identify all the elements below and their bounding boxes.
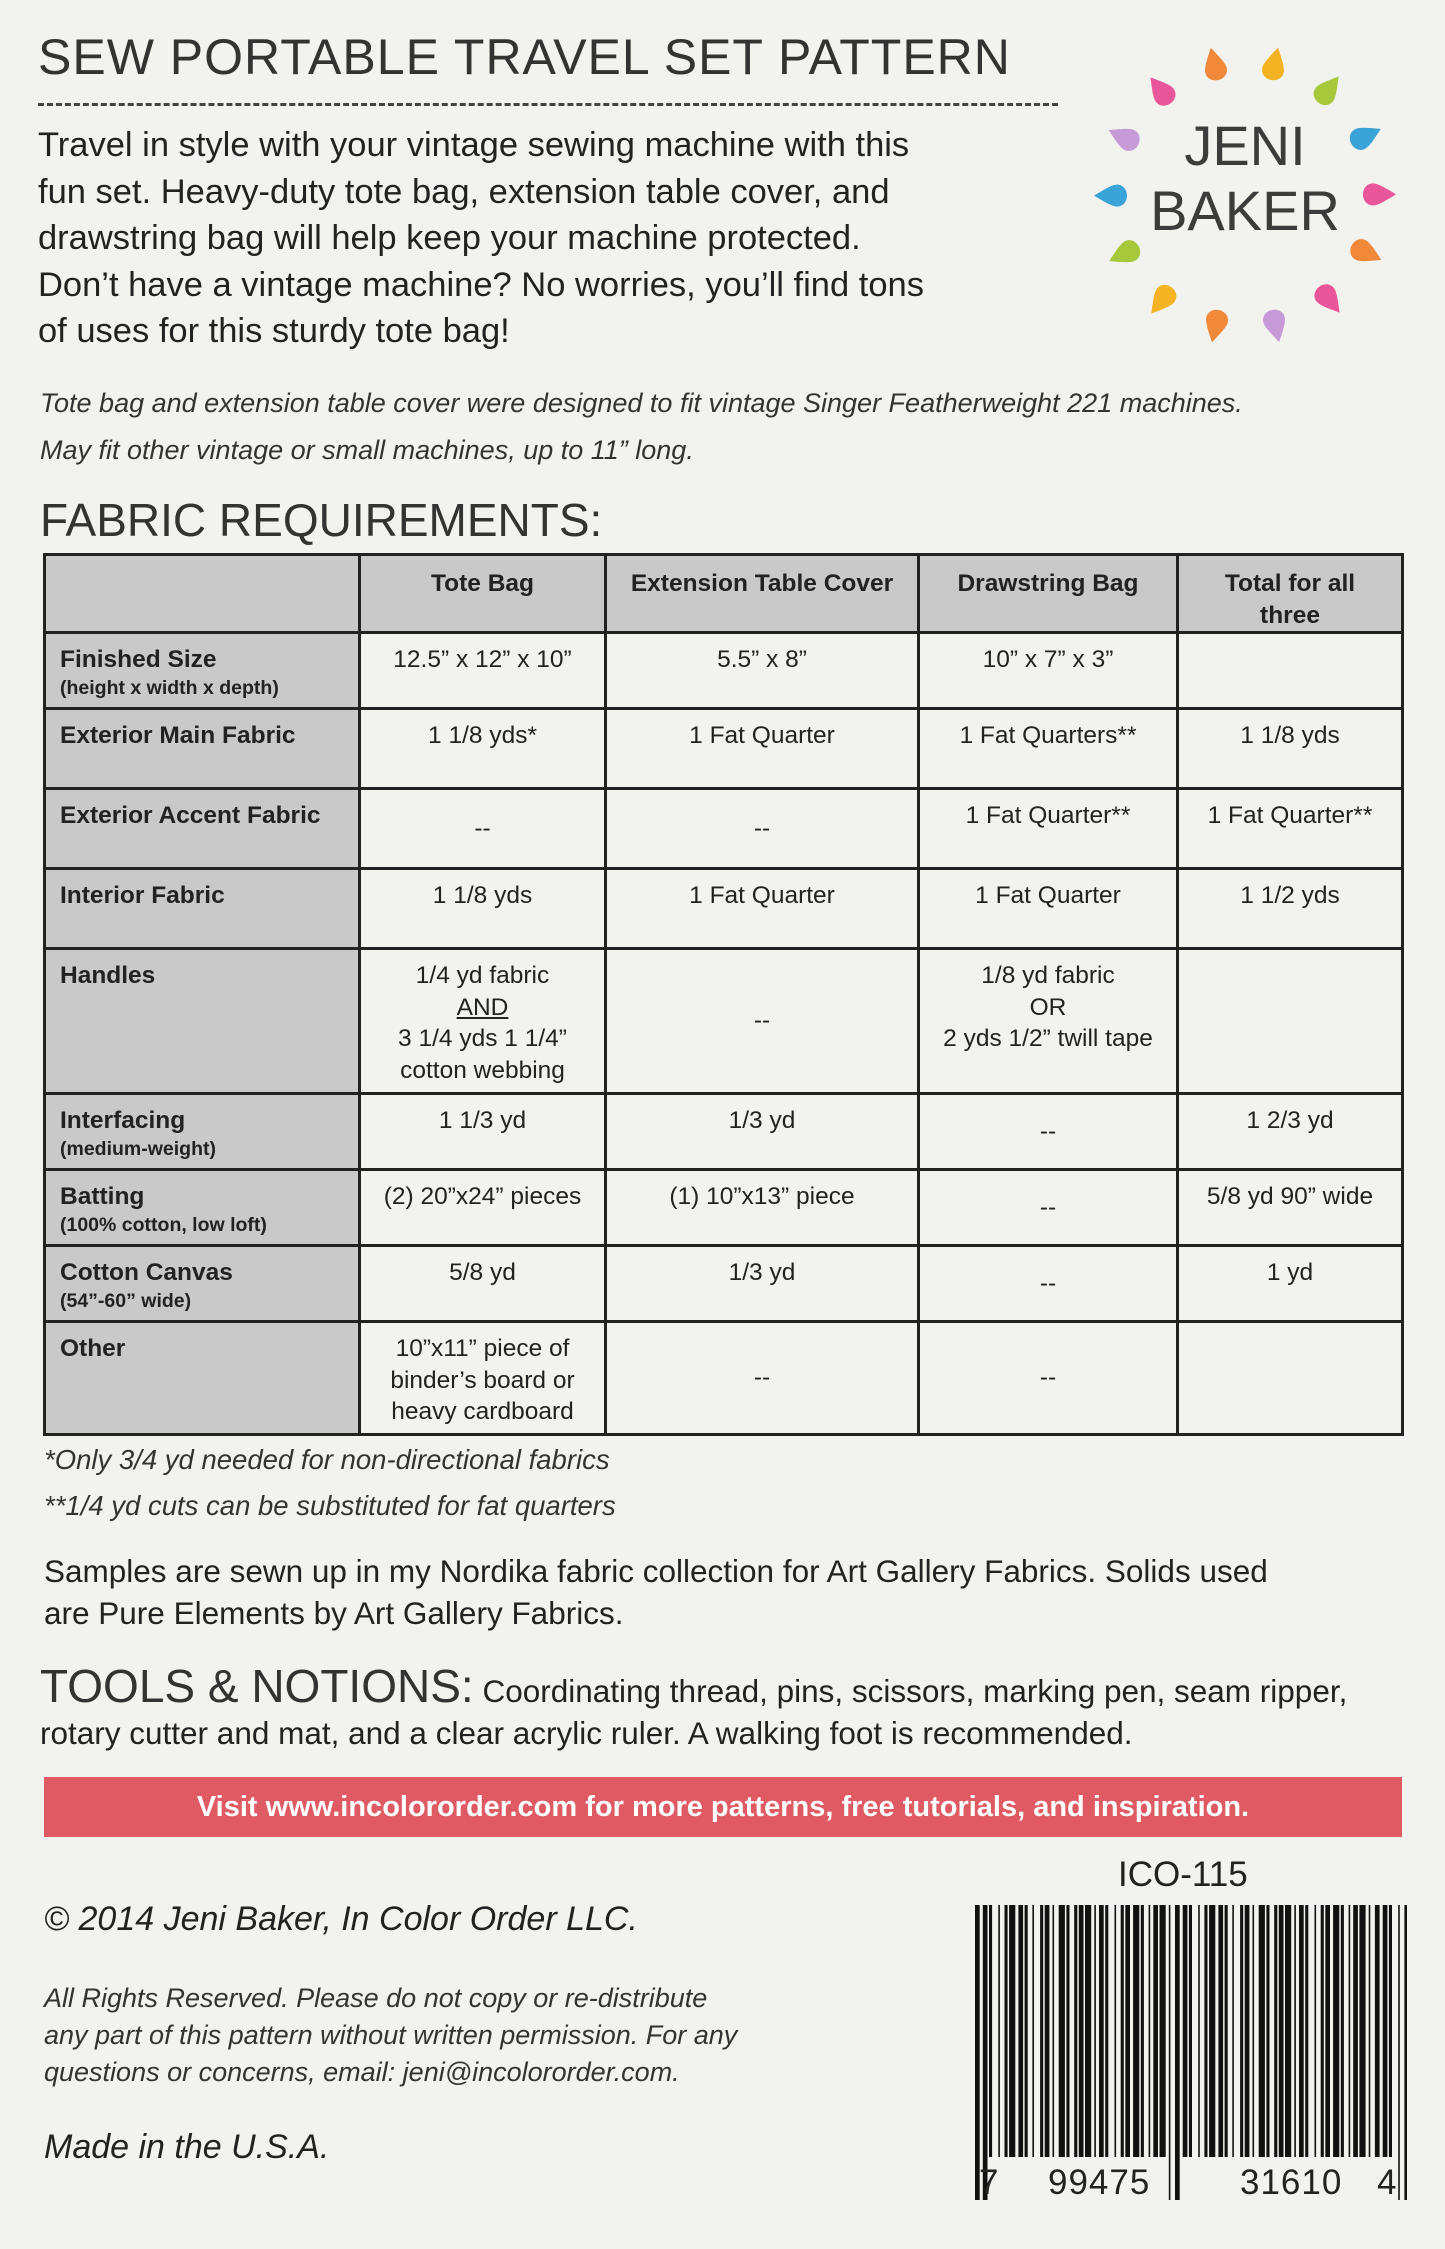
row-label-cell [45,1322,360,1435]
barcode-bar [1245,1905,1250,2157]
barcode-bar [1149,1905,1151,2157]
table-cell [360,949,606,1094]
cell-line: 5/8 yd [449,1259,516,1286]
row-label-cell [45,949,360,1094]
column-header: Extension Table Cover [606,555,919,633]
cell-line: 10”x11” piece of [395,1335,570,1362]
table-cell [1178,1094,1403,1170]
table-cell [1178,869,1403,949]
table-cell [606,1246,919,1322]
fit-note-line: May fit other vintage or small machines, up to 11” long. [40,435,694,465]
barcode-bar [1299,1905,1304,2157]
table-cell [360,1170,606,1246]
barcode-bar [1153,1905,1158,2157]
barcode-bar [1175,1905,1180,2200]
table-cell [606,789,919,869]
table-corner-cell [45,555,360,633]
table-cell [360,789,606,869]
intro-line: fun set. Heavy-duty tote bag, extension table cover, and [38,172,890,211]
barcode-digit: 7 [979,2163,999,2202]
cell-line: OR [1029,993,1067,1021]
barcode-bar [1333,1905,1339,2157]
made-in: Made in the U.S.A. [44,2128,330,2166]
row-label-cell [45,1246,360,1322]
barcode-bar [1259,1905,1265,2157]
barcode-bar [1045,1905,1050,2157]
fit-note [40,380,1420,474]
barcode-bar [1141,1905,1144,2157]
barcode-bar [1349,1905,1351,2157]
logo-line-2: BAKER [1150,179,1340,242]
column-header: Total for all three [1178,555,1403,633]
cell-line: 2 yds 1/2” twill tape [943,1025,1153,1052]
barcode-digit: 4 [1377,2163,1397,2202]
rights-line: any part of this pattern without written permission. For any [44,2020,738,2050]
cell-line: 3 1/4 yds 1 1/4” [398,1025,567,1052]
cell-line: -- [753,1007,771,1035]
table-header-row [45,555,1403,633]
raindrop-icon [1310,70,1348,110]
barcode-bar [1099,1905,1104,2157]
table-cell [919,869,1178,949]
samples-line: are Pure Elements by Art Gallery Fabrics. [44,1595,624,1631]
barcode-bar [1274,1905,1277,2157]
intro-line: of uses for this sturdy tote bag! [38,312,510,350]
cell-line: 1 Fat Quarter [975,882,1121,909]
table-cell [919,1322,1178,1435]
barcode-bar [1053,1905,1055,2157]
raindrop-icon [1142,70,1180,110]
cell-line: heavy cardboard [391,1398,574,1425]
cell-line: -- [753,1364,771,1392]
barcode-bar [1218,1905,1223,2157]
table-row [45,1170,1403,1246]
barcode-bar [1404,1905,1407,2200]
barcode [975,1905,1407,2210]
table-cell [606,1322,919,1435]
table-cell [606,949,919,1094]
tools-paragraph [40,1660,1425,1754]
table-cell [1178,789,1403,869]
cell-line: 1 Fat Quarter [689,882,835,909]
table-cell [1178,1322,1403,1435]
barcode-bar [1169,1905,1171,2200]
jeni-baker-logo [1085,30,1405,350]
row-label-cell [45,1094,360,1170]
page-title: SEW PORTABLE TRAVEL SET PATTERN [38,29,1011,85]
logo-line-1: JENI [1184,114,1306,177]
footnote: *Only 3/4 yd needed for non-directional fabrics [44,1444,610,1475]
table-cell [919,789,1178,869]
barcode-bar [1225,1905,1228,2157]
barcode-bar [1353,1905,1358,2157]
row-label-cell [45,709,360,789]
barcode-bar [1321,1905,1324,2157]
cell-line: cotton webbing [400,1056,565,1084]
raindrop-icon [1347,236,1386,270]
footnote: **1/4 yd cuts can be substituted for fat quarters [44,1490,616,1521]
row-label: Exterior Main Fabric [60,722,296,749]
barcode-bar [1183,1905,1188,2157]
row-sublabel: (height x width x depth) [60,676,279,699]
table-cell [919,1246,1178,1322]
cell-line: 1 1/8 yds [1240,722,1340,749]
raindrop-icon [1200,45,1229,82]
barcode-bar [1018,1905,1023,2157]
row-label: Cotton Canvas [60,1259,233,1286]
cell-line: 1 Fat Quarters** [959,722,1137,749]
sku-label: ICO-115 [1118,1855,1248,1894]
raindrop-icon [1261,307,1290,344]
barcode-bar [1266,1905,1269,2157]
barcode-bar [1359,1905,1365,2157]
rights-line: All Rights Reserved. Please do not copy or re-distribute [44,1983,708,2013]
barcode-bar [1315,1905,1317,2157]
row-label: Finished Size [60,646,217,673]
table-cell [1178,633,1403,709]
cell-line: -- [1039,1117,1057,1145]
table-cell [606,1094,919,1170]
barcode-bar [1066,1905,1069,2157]
intro-line: drawstring bag will help keep your machine protected. [38,219,861,257]
barcode-bar [1115,1905,1117,2157]
row-label: Interfacing [60,1107,186,1134]
intro-paragraph [38,122,1058,355]
table-row [45,949,1403,1094]
cell-line: 1/4 yd fabric [415,962,550,989]
table-cell [360,633,606,709]
row-sublabel: (54”-60” wide) [60,1289,192,1312]
cell-line: 1 1/2 yds [1240,882,1340,909]
table-row [45,1246,1403,1322]
rights-line: questions or concerns, email: jeni@incolororder.com. [44,2057,680,2087]
barcode-bar [1325,1905,1330,2157]
cell-line: -- [753,814,771,842]
table-row [45,709,1403,789]
barcode-bar [1253,1905,1255,2157]
barcode-bar [1204,1905,1207,2157]
cell-line: 1 Fat Quarter** [965,802,1131,829]
table-cell [1178,949,1403,1094]
table-cell [919,633,1178,709]
barcode-bar [989,1905,992,2157]
cell-line: (1) 10”x13” piece [669,1183,855,1210]
raindrop-icon [1346,119,1385,153]
barcode-bar [1341,1905,1344,2157]
table-cell [606,709,919,789]
barcode-bar [1121,1905,1124,2157]
table-cell [360,1322,606,1435]
table-cell [919,709,1178,789]
table-cell [1178,709,1403,789]
barcode-bar [1079,1905,1084,2157]
barcode-bar [1294,1905,1296,2157]
cell-line: 1 2/3 yd [1246,1107,1334,1134]
row-label-cell [45,1170,360,1246]
barcode-bar [1369,1905,1371,2157]
table-cell [360,709,606,789]
barcode-bar [1285,1905,1291,2157]
copyright: © 2014 Jeni Baker, In Color Order LLC. [44,1900,638,1938]
cell-line: 5.5” x 8” [717,646,807,673]
intro-line: Travel in style with your vintage sewing machine with this [38,126,910,164]
tools-line: Coordinating thread, pins, scissors, marking pen, seam ripper, [473,1673,1348,1709]
barcode-bar [1085,1905,1091,2157]
cell-line: 12.5” x 12” x 10” [393,646,572,673]
barcode-bar [1398,1905,1400,2200]
barcode-bar [1232,1905,1234,2157]
samples-line: Samples are sewn up in my Nordika fabric collection for Art Gallery Fabrics. Solids used [44,1553,1268,1589]
tools-line: rotary cutter and mat, and a clear acrylic ruler. A walking foot is recommended. [40,1715,1133,1751]
raindrop-icon [1104,120,1143,154]
barcode-bar [1025,1905,1028,2157]
cell-line: -- [1039,1269,1057,1297]
barcode-bar [975,1905,980,2200]
row-label: Exterior Accent Fabric [60,802,321,829]
barcode-bar [1305,1905,1308,2157]
barcode-bar [1094,1905,1096,2157]
cell-line: -- [1039,1364,1057,1392]
column-header: Drawstring Bag [919,555,1178,633]
barcode-bar [1189,1905,1192,2157]
row-label-cell [45,633,360,709]
table-cell [606,1170,919,1246]
cell-line: 1 yd [1266,1259,1314,1286]
barcode-bar [1160,1905,1166,2157]
barcode-bar [1105,1905,1108,2157]
cell-line: 10” x 7” x 3” [982,646,1114,673]
cell-line: -- [474,814,491,842]
fabric-requirements-table [43,553,1404,1436]
cell-line: 5/8 yd 90” wide [1206,1183,1374,1210]
table-cell [919,949,1178,1094]
table-cell [360,1246,606,1322]
row-sublabel: (medium-weight) [60,1137,216,1160]
row-label: Other [60,1335,126,1362]
raindrop-icon [1143,281,1181,321]
barcode-digit: 31610 [1240,2163,1343,2202]
column-header: Tote Bag [360,555,606,633]
fabric-requirements-heading: FABRIC REQUIREMENTS: [40,494,603,546]
barcode-bar [1240,1905,1243,2157]
barcode-bar [1074,1905,1077,2157]
table-cell [606,869,919,949]
barcode-bar [1279,1905,1284,2157]
fit-note-line: Tote bag and extension table cover were designed to fit vintage Singer Featherweight 221 machines. [40,388,1243,418]
barcode-bar [1040,1905,1043,2157]
table-cell [360,1094,606,1170]
table-row [45,869,1403,949]
row-label: Handles [60,962,156,989]
cell-line: 1/3 yd [728,1107,796,1134]
barcode-bar [1198,1905,1200,2157]
cell-line: 1 1/8 yds* [428,722,537,749]
cell-line: 1 Fat Quarter** [1207,802,1373,829]
row-label: Batting [60,1183,145,1210]
table-cell [360,869,606,949]
samples-paragraph [44,1550,1424,1634]
barcode-digit: 99475 [1048,2163,1151,2202]
cell-line: AND [456,993,509,1021]
raindrop-icon [1104,237,1143,271]
barcode-bar [1383,1905,1388,2157]
barcode-bar [1375,1905,1380,2157]
barcode-bar [983,1905,988,2200]
cell-line: 1/8 yd fabric [981,962,1115,989]
cell-line: (2) 20”x24” pieces [383,1183,582,1210]
cell-line: binder’s board or [390,1366,575,1394]
raindrop-icon [1363,183,1396,205]
table-row [45,1322,1403,1435]
table-cell [1178,1246,1403,1322]
table-cell [919,1094,1178,1170]
barcode-bar [1059,1905,1065,2157]
table-row [45,633,1403,709]
barcode-bar [1389,1905,1392,2157]
raindrop-icon [1094,185,1127,207]
tools-heading: TOOLS & NOTIONS: [40,1660,474,1712]
row-label-cell [45,789,360,869]
rights-notice [44,1980,944,2091]
table-cell [1178,1170,1403,1246]
cell-line: 1/3 yd [728,1259,796,1286]
row-label-cell [45,869,360,949]
table-row [45,789,1403,869]
intro-line: Don’t have a vintage machine? No worries, you’ll find tons [38,265,924,304]
website-banner[interactable]: Visit www.incolororder.com for more patterns, free tutorials, and inspiration. [44,1777,1402,1837]
barcode-bar [1133,1905,1139,2157]
row-label: Interior Fabric [60,882,225,909]
barcode-bar [1032,1905,1034,2157]
table-row [45,1094,1403,1170]
cell-line: 1 Fat Quarter [689,722,835,749]
barcode-bar [1209,1905,1215,2157]
table-cell [606,633,919,709]
raindrop-icon [1310,280,1348,320]
table-cell [919,1170,1178,1246]
raindrop-icon [1260,45,1289,82]
cell-line: 1 1/8 yds [432,882,533,909]
dashed-divider [38,103,1058,106]
row-sublabel: (100% cotton, low loft) [60,1213,267,1236]
barcode-bar [1009,1905,1015,2157]
barcode-bar [1125,1905,1130,2157]
cell-line: 1 1/3 yd [438,1107,527,1134]
barcode-bar [1005,1905,1008,2157]
raindrop-icon [1201,308,1230,345]
barcode-bar [998,1905,1000,2157]
cell-line: -- [1039,1193,1057,1221]
